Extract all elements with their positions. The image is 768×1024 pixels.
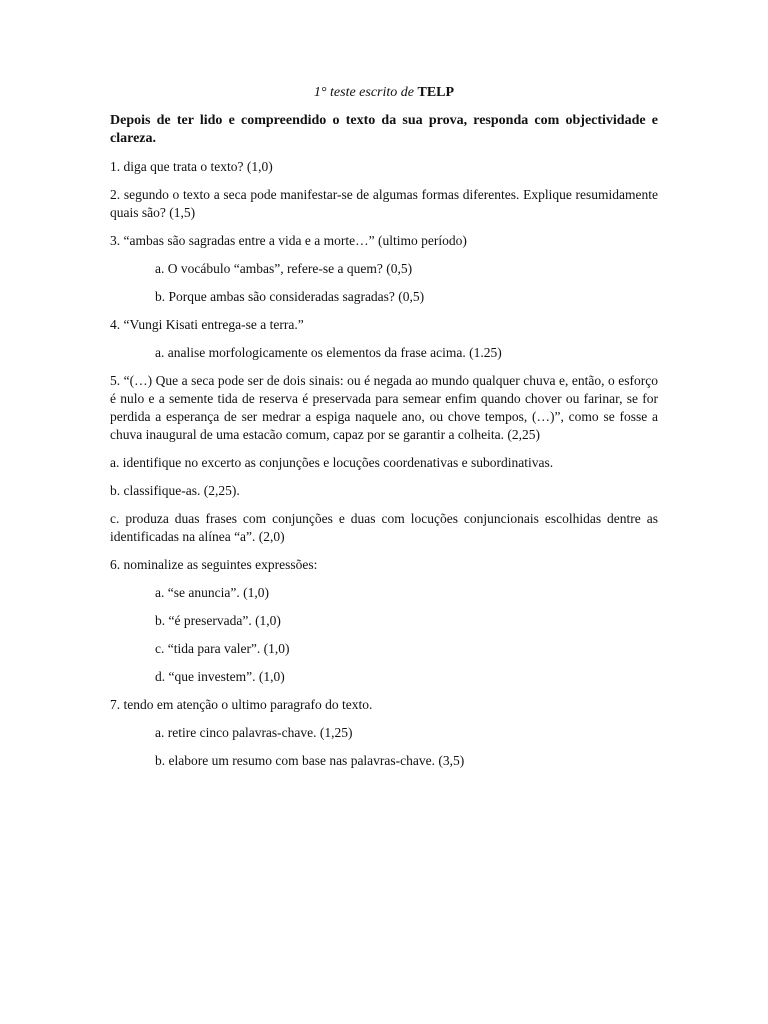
title-subject: TELP — [417, 85, 455, 100]
question-3b: b. Porque ambas são consideradas sagradas? (0,5) — [155, 289, 425, 304]
question-7b: b. elabore um resumo com base nas palavras-chave. (3,5) — [155, 753, 465, 768]
question-1: 1. diga que trata o texto? (1,0) — [110, 159, 273, 174]
question-4a: a. analise morfologicamente os elementos da frase acima. (1.25) — [155, 345, 502, 360]
question-6a: a. “se anuncia”. (1,0) — [155, 585, 269, 600]
question-6: 6. nominalize as seguintes expressões: — [110, 557, 318, 572]
instructions: Depois de ter lido e compreendido o texto da sua prova, responda com objectividade e clareza. — [110, 113, 658, 146]
question-5b: b. classifique-as. (2,25). — [110, 483, 240, 498]
question-7: 7. tendo em atenção o ultimo paragrafo do texto. — [110, 697, 373, 712]
question-6d: d. “que investem”. (1,0) — [155, 669, 285, 684]
question-3a: a. O vocábulo “ambas”, refere-se a quem? (0,5) — [155, 261, 413, 276]
exam-page — [110, 84, 658, 780]
question-5c: c. produza duas frases com conjunções e duas com locuções conjuncionais escolhidas dentre as identificadas na alínea “a”. (2,0) — [110, 511, 658, 544]
question-6c: c. “tida para valer”. (1,0) — [155, 641, 290, 656]
question-7a: a. retire cinco palavras-chave. (1,25) — [155, 725, 353, 740]
question-5a: a. identifique no excerto as conjunções e locuções coordenativas e subordinativas. — [110, 455, 554, 470]
question-2: 2. segundo o texto a seca pode manifestar-se de algumas formas diferentes. Explique resumidamente quais são? (1,5) — [110, 187, 658, 220]
question-5: 5. “(…) Que a seca pode ser de dois sinais: ou é negada ao mundo qualquer chuva e, então, o esforço é nulo e a semente tida de reserva é preservada para semear enfim quando chover ou farinar, se for perdida a esperança de ser medrar a espiga naquele ano, ou chove tempos, (…)”, como se fosse a chuva inaugural de uma estacão comum, capaz por se garantir a colheita. (2,25) — [110, 373, 658, 442]
question-6b: b. “é preservada”. (1,0) — [155, 613, 281, 628]
page-title — [110, 84, 658, 102]
title-italic: 1° teste escrito de — [313, 85, 414, 100]
question-4: 4. “Vungi Kisati entrega-se a terra.” — [110, 317, 304, 332]
question-3: 3. “ambas são sagradas entre a vida e a morte…” (ultimo período) — [110, 233, 467, 248]
